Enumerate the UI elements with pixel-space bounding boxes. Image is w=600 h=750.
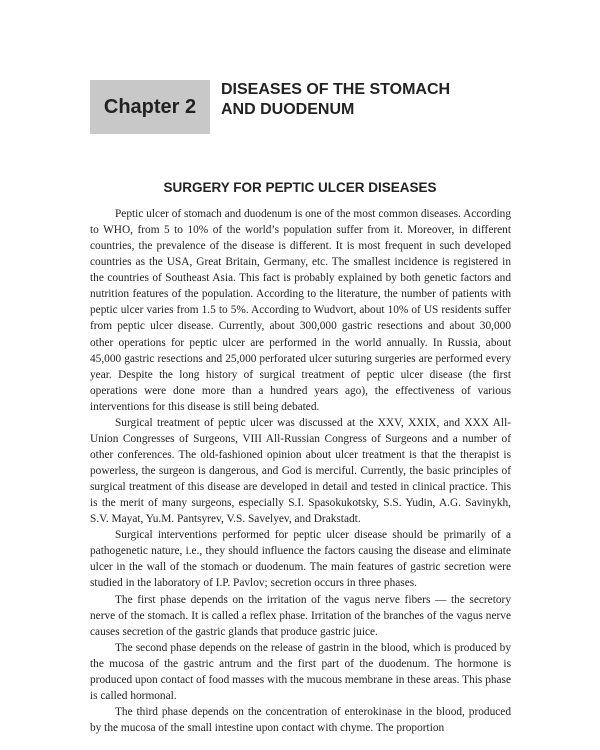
chapter-title: [221, 80, 521, 120]
paragraph: The third phase depends on the concentration of enterokinase in the blood, produced by the mucosa of the small intestine upon contact with chyme. The proportion: [90, 705, 511, 734]
paragraph: The second phase depends on the release of gastrin in the blood, which is produced by the mucosa of the gastric antrum and the first part of the duodenum. The hormone is produced upon contact of food masses with the mucous membrane in these areas. This phase is called hormonal.: [90, 641, 511, 702]
paragraph: Peptic ulcer of stomach and duodenum is one of the most common diseases. According to WHO, from 5 to 10% of the world’s population suffer from it. Moreover, in different countries, the prevalence of the disease is different. It is most frequent in such developed countries as the USA, Great Britain, Germany, etc. The smallest incidence is registered in the countries of Southeast Asia. This fact is probably explained by both genetic factors and nutrition features of the population. According to the literature, the number of patients with peptic ulcer varies from 1.5 to 5%. According to Wudvort, about 10% of US residents suffer from peptic ulcer disease. Currently, about 300,000 gastric resections and about 30,000 other operations for peptic ulcer are performed in the world annually. In Russia, about 45,000 gastric resections and 25,000 perforated ulcer suturing surgeries are performed every year. Despite the long history of surgical treatment of peptic ulcer disease (the first operations were done more than a hundred years ago), the effectiveness of various interventions for this disease is still being debated.: [90, 208, 511, 413]
chapter-label: Chapter 2: [103, 95, 197, 118]
paragraph: Surgical treatment of peptic ulcer was discussed at the XXV, XXIX, and XXX All-Union Congresses of Surgeons, VIII All-Russian Congress of Surgeons and a number of other conferences. The old-fashioned opinion about ulcer treatment is that the therapist is powerless, the surgeon is dangerous, and God is merciful. Currently, the basic principles of surgical treatment of this disease are developed in detail and tested in clinical practice. This is the merit of many surgeons, especially S.I. Spasokukotsky, S.S. Yudin, A.G. Savinykh, S.V. Mayat, Yu.M. Pantsyrev, V.S. Savelyev, and Drakstadt.: [90, 416, 511, 526]
section-title: SURGERY FOR PEPTIC ULCER DISEASES: [163, 180, 437, 195]
paragraph: Surgical interventions performed for peptic ulcer disease should be primarily of a pathogenetic nature, i.e., they should influence the factors causing the disease and eliminate ulcer in the wall of the stomach or duodenum. The main features of gastric secretion were studied in the laboratory of I.P. Pavlov; secretion occurs in three phases.: [90, 529, 511, 590]
chapter-title-line-1: DISEASES OF THE STOMACH: [221, 81, 451, 98]
paragraph: The first phase depends on the irritation of the vagus nerve fibers — the secretory nerve of the stomach. It is called a reflex phase. Irritation of the branches of the vagus nerve causes secretion of the gastric glands that produce gastric juice.: [90, 593, 511, 638]
body-text: [90, 206, 511, 736]
chapter-label-box: [90, 80, 210, 134]
chapter-title-line-2: AND DUODENUM: [221, 101, 355, 118]
